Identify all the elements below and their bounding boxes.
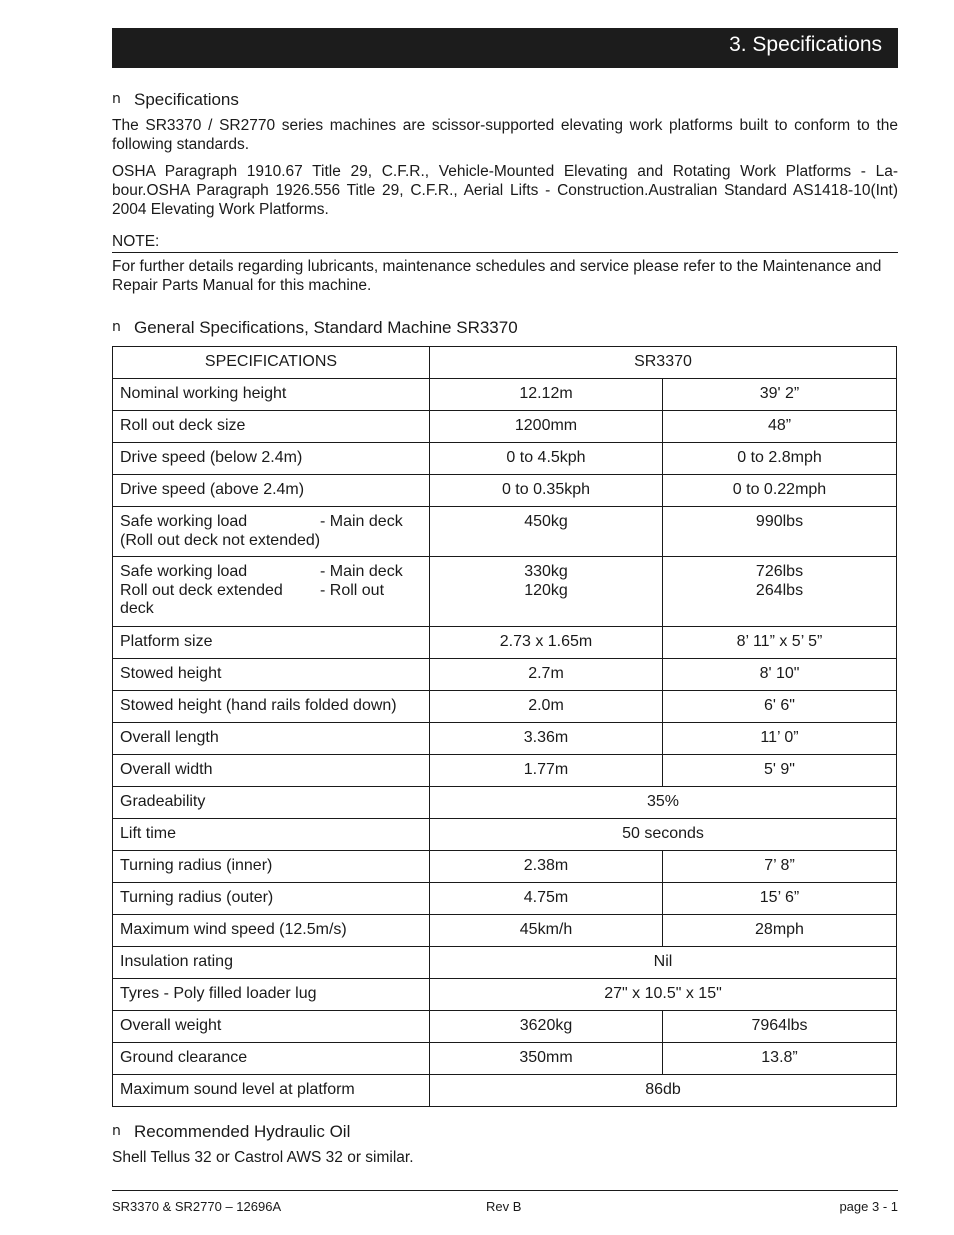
spec-metric-cell xyxy=(430,379,663,411)
table-row xyxy=(113,915,897,947)
spec-metric-cell xyxy=(430,723,663,755)
spec-metric-value: 2.38m xyxy=(523,857,569,874)
spec-imperial-value: 7’ 8” xyxy=(764,857,795,874)
spec-metric-value: 330kg xyxy=(524,563,568,580)
spec-metric-value: 4.75m xyxy=(523,889,569,906)
spec-imperial-value: 48” xyxy=(767,417,792,434)
footer-doc-id: SR3370 & SR2770 – 12696A xyxy=(112,1199,282,1214)
spec-metric-value: 450kg xyxy=(524,513,568,530)
table-row xyxy=(113,659,897,691)
spec-metric-cell xyxy=(430,1011,663,1043)
spec-imperial-value: 11’ 0” xyxy=(760,729,799,746)
spec-imperial-value: 8' 10" xyxy=(759,665,800,682)
spec-value-cell: 35% xyxy=(430,787,897,819)
bullet-icon: n xyxy=(112,319,121,335)
spec-metric-cell xyxy=(430,507,663,557)
table-header-row xyxy=(113,347,897,379)
section-heading-text: General Specifications, Standard Machine SR3370 xyxy=(134,318,518,337)
spec-value-cell: 27" x 10.5" x 15" xyxy=(430,979,897,1011)
section-heading-text: Specifications xyxy=(134,90,239,109)
spec-metric-value: 1200mm xyxy=(514,417,578,434)
spec-metric-value: 120kg xyxy=(524,581,568,599)
spec-label-part: Safe working load xyxy=(120,563,248,580)
spec-imperial-value: 990lbs xyxy=(755,513,804,530)
table-row xyxy=(113,627,897,659)
spec-imperial-value: 15’ 6” xyxy=(759,889,800,906)
spec-label-cell: Maximum sound level at platform xyxy=(113,1075,430,1107)
spec-imperial-cell xyxy=(663,557,897,627)
footer-revision: Rev B xyxy=(486,1199,522,1214)
section-heading-oil xyxy=(112,1122,350,1142)
spec-label-cell xyxy=(113,557,430,627)
spec-label-part: - Main deck xyxy=(320,563,403,580)
spec-metric-cell xyxy=(430,691,663,723)
spec-metric-value: 2.73 x 1.65m xyxy=(499,633,593,650)
spec-imperial-cell xyxy=(663,883,897,915)
table-row xyxy=(113,691,897,723)
spec-label-cell: Stowed height xyxy=(113,659,430,691)
spec-label-cell: Drive speed (below 2.4m) xyxy=(113,443,430,475)
spec-metric-cell xyxy=(430,851,663,883)
table-row xyxy=(113,443,897,475)
spec-label-cell: Turning radius (outer) xyxy=(113,883,430,915)
spec-table xyxy=(112,346,897,1107)
spec-imperial-value: 5' 9" xyxy=(764,761,795,778)
spec-label-part: deck xyxy=(120,600,154,617)
spec-label-part: Safe working load xyxy=(120,513,248,530)
bullet-icon: n xyxy=(112,1123,121,1139)
spec-metric-cell xyxy=(430,557,663,627)
table-header-cell: SPECIFICATIONS xyxy=(113,347,430,379)
spec-imperial-value: 264lbs xyxy=(755,581,804,599)
spec-metric-cell xyxy=(430,627,663,659)
spec-imperial-cell xyxy=(663,659,897,691)
spec-metric-cell xyxy=(430,755,663,787)
table-row xyxy=(113,379,897,411)
spec-imperial-cell xyxy=(663,723,897,755)
spec-value-cell: 86db xyxy=(430,1075,897,1107)
spec-imperial-cell xyxy=(663,851,897,883)
spec-imperial-cell xyxy=(663,1011,897,1043)
spec-metric-cell xyxy=(430,659,663,691)
spec-label-cell: Overall weight xyxy=(113,1011,430,1043)
intro-paragraph: The SR3370 / SR2770 series machines are scissor-supported elevating work platforms built to conform to the following standards. xyxy=(112,117,898,153)
spec-metric-cell xyxy=(430,411,663,443)
spec-imperial-value: 7964lbs xyxy=(751,1017,808,1034)
note-text: For further details regarding lubricants, maintenance schedules and service please refer to the Maintenance and Repair Parts Manual for this machine. xyxy=(112,258,882,294)
spec-metric-value: 3.36m xyxy=(523,729,569,746)
section-heading-text: Recommended Hydraulic Oil xyxy=(134,1122,351,1141)
table-row xyxy=(113,883,897,915)
table-row xyxy=(113,947,897,979)
section-heading-specifications xyxy=(112,90,239,110)
spec-label-cell: Gradeability xyxy=(113,787,430,819)
spec-metric-cell xyxy=(430,915,663,947)
spec-label-cell: Drive speed (above 2.4m) xyxy=(113,475,430,507)
spec-label-cell: Overall width xyxy=(113,755,430,787)
spec-imperial-cell xyxy=(663,443,897,475)
spec-imperial-value: 0 to 2.8mph xyxy=(737,449,822,466)
spec-metric-value: 45km/h xyxy=(519,921,573,938)
note-divider xyxy=(112,252,898,253)
spec-imperial-cell xyxy=(663,915,897,947)
spec-imperial-value: 28mph xyxy=(755,921,804,938)
spec-label-cell: Stowed height (hand rails folded down) xyxy=(113,691,430,723)
table-row xyxy=(113,557,897,627)
spec-imperial-value: 0 to 0.22mph xyxy=(732,481,827,498)
spec-value-cell: Nil xyxy=(430,947,897,979)
spec-imperial-value: 13.8” xyxy=(761,1049,798,1066)
spec-label-part: - Roll out xyxy=(320,581,385,599)
spec-imperial-value: 8’ 11” x 5’ 5” xyxy=(736,633,823,650)
footer-divider xyxy=(112,1190,898,1191)
spec-label-cell: Ground clearance xyxy=(113,1043,430,1075)
spec-imperial-cell xyxy=(663,691,897,723)
table-header-cell: SR3370 xyxy=(430,347,897,379)
spec-metric-value: 2.0m xyxy=(528,697,564,714)
spec-label-cell: Tyres - Poly filled loader lug xyxy=(113,979,430,1011)
table-row xyxy=(113,851,897,883)
spec-imperial-cell xyxy=(663,411,897,443)
spec-label-cell: Platform size xyxy=(113,627,430,659)
spec-metric-value: 12.12m xyxy=(519,385,573,402)
table-row xyxy=(113,787,897,819)
table-row xyxy=(113,979,897,1011)
spec-label-part: Roll out deck extended xyxy=(120,581,283,599)
spec-label-cell: Insulation rating xyxy=(113,947,430,979)
spec-metric-value: 2.7m xyxy=(528,665,564,682)
table-row xyxy=(113,411,897,443)
page-header-title: 3. Specifications xyxy=(729,33,882,56)
spec-label-part: (Roll out deck not extended) xyxy=(120,531,321,549)
section-heading-general xyxy=(112,318,518,338)
spec-label-cell: Turning radius (inner) xyxy=(113,851,430,883)
spec-metric-cell xyxy=(430,883,663,915)
table-row xyxy=(113,755,897,787)
page-header-bar xyxy=(112,28,898,68)
spec-metric-value: 0 to 0.35kph xyxy=(501,481,591,498)
spec-label-cell xyxy=(113,507,430,557)
spec-label-cell: Roll out deck size xyxy=(113,411,430,443)
spec-imperial-value: 726lbs xyxy=(755,563,804,580)
footer-page-number: page 3 - 1 xyxy=(839,1199,898,1214)
spec-label-part: - Main deck xyxy=(320,513,403,530)
spec-imperial-cell xyxy=(663,475,897,507)
table-row xyxy=(113,475,897,507)
spec-metric-value: 0 to 4.5kph xyxy=(506,449,586,466)
spec-imperial-cell xyxy=(663,379,897,411)
table-body xyxy=(113,379,897,1107)
spec-label-cell: Maximum wind speed (12.5m/s) xyxy=(113,915,430,947)
spec-imperial-cell xyxy=(663,507,897,557)
table-row xyxy=(113,1043,897,1075)
spec-metric-cell xyxy=(430,475,663,507)
spec-imperial-cell xyxy=(663,627,897,659)
spec-label-cell: Lift time xyxy=(113,819,430,851)
spec-metric-value: 3620kg xyxy=(519,1017,573,1034)
note-label: NOTE: xyxy=(112,233,160,250)
table-row xyxy=(113,819,897,851)
spec-value-cell: 50 seconds xyxy=(430,819,897,851)
table-row xyxy=(113,1075,897,1107)
spec-imperial-value: 6' 6" xyxy=(764,697,795,714)
table-row xyxy=(113,723,897,755)
oil-text: Shell Tellus 32 or Castrol AWS 32 or similar. xyxy=(112,1149,414,1166)
spec-imperial-cell xyxy=(663,755,897,787)
spec-metric-value: 350mm xyxy=(519,1049,573,1066)
spec-metric-value: 1.77m xyxy=(523,761,569,778)
spec-metric-cell xyxy=(430,443,663,475)
spec-imperial-value: 39' 2” xyxy=(759,385,800,402)
spec-metric-cell xyxy=(430,1043,663,1075)
spec-label-cell: Nominal working height xyxy=(113,379,430,411)
bullet-icon: n xyxy=(112,91,121,107)
spec-imperial-cell xyxy=(663,1043,897,1075)
standards-paragraph: OSHA Paragraph 1910.67 Title 29, C.F.R., Vehicle-Mounted Elevating and Rotating Work Platforms - La-bour.OSHA Paragraph 1926.556 Title 29, C.F.R., Aerial Lifts - Construction.Australian Standard AS1418-10(Int) 2004 Elevating Work Platforms. xyxy=(112,163,898,218)
spec-label-cell: Overall length xyxy=(113,723,430,755)
table-row xyxy=(113,1011,897,1043)
table-row xyxy=(113,507,897,557)
